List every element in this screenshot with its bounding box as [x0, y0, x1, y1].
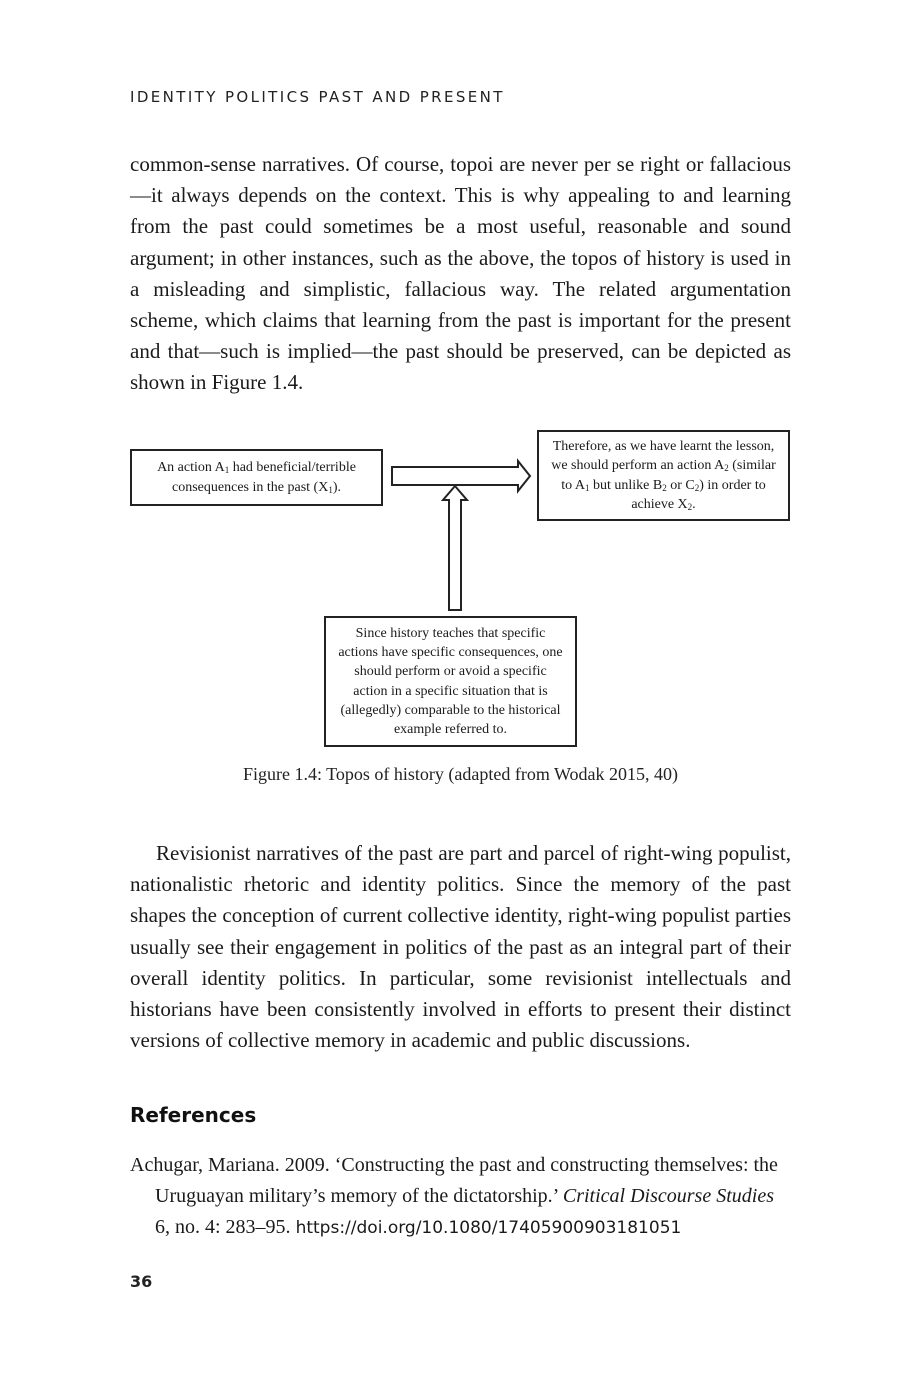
running-head: IDENTITY POLITICS PAST AND PRESENT [130, 88, 505, 106]
up-arrow-icon [443, 486, 467, 610]
right-arrow-icon [392, 461, 530, 491]
doi-link[interactable]: https://doi.org/10.1080/17405900903181051 [295, 1218, 682, 1239]
references-heading: References [130, 1103, 257, 1127]
body-paragraph-2: Revisionist narratives of the past are part and parcel of right-wing populist, nationalistic rhetoric and identity politics. Since the memory of the past shapes the conception of current collective identity, right-wing populist parties usually see their engagement in politics of the past as an integral part of their overall identity politics. In particular, some revisionist intellectuals and historians have been consistently involved in efforts to present their distinct versions of collective memory in academic and public discussions. [130, 841, 791, 1053]
figure-caption: Figure 1.4: Topos of history (adapted from Wodak 2015, 40) [242, 764, 679, 784]
journal-title: Critical Discourse Studies [562, 1185, 774, 1208]
premise-box-past-action: An action $A_1$ had beneficial/terrible consequences in the past $(X_1)$. [130, 449, 383, 506]
warrant-box: Since history teaches that specific actions have specific consequences, one should perform or avoid a specific action in a specific situation that is (allegedly) comparable to the historical example referred to. [324, 616, 577, 747]
reference-entry: Achugar, Mariana. 2009. ‘Constructing the past and constructing themselves: the Uruguayan military’s memory of the dictatorship.’ Critical Discourse Studies 6, no. 4: 283–95. https://doi.org/10.1080/17405900903181051 [130, 1154, 778, 1239]
conclusion-box: Therefore, as we have learnt the lesson, we should perform an action $A_2$ (similar to $A_1$ but unlike $B_2$ or $C_2$) in order to achieve $X_2$. [537, 430, 790, 521]
body-paragraph-1: common-sense narratives. Of course, topoi are never per se right or fallacious—it always depends on the context. This is why appealing to and learning from the past could sometimes be a most useful, reasonable and sound argument; in other instances, such as the above, the topos of history is used in a misleading and simplistic, fallacious way. The related argumentation scheme, which claims that learning from the past is important for the present and that—such is implied—the past should be preserved, can be depicted as shown in Figure 1.4. [130, 152, 791, 395]
page-number: 36 [130, 1272, 153, 1291]
